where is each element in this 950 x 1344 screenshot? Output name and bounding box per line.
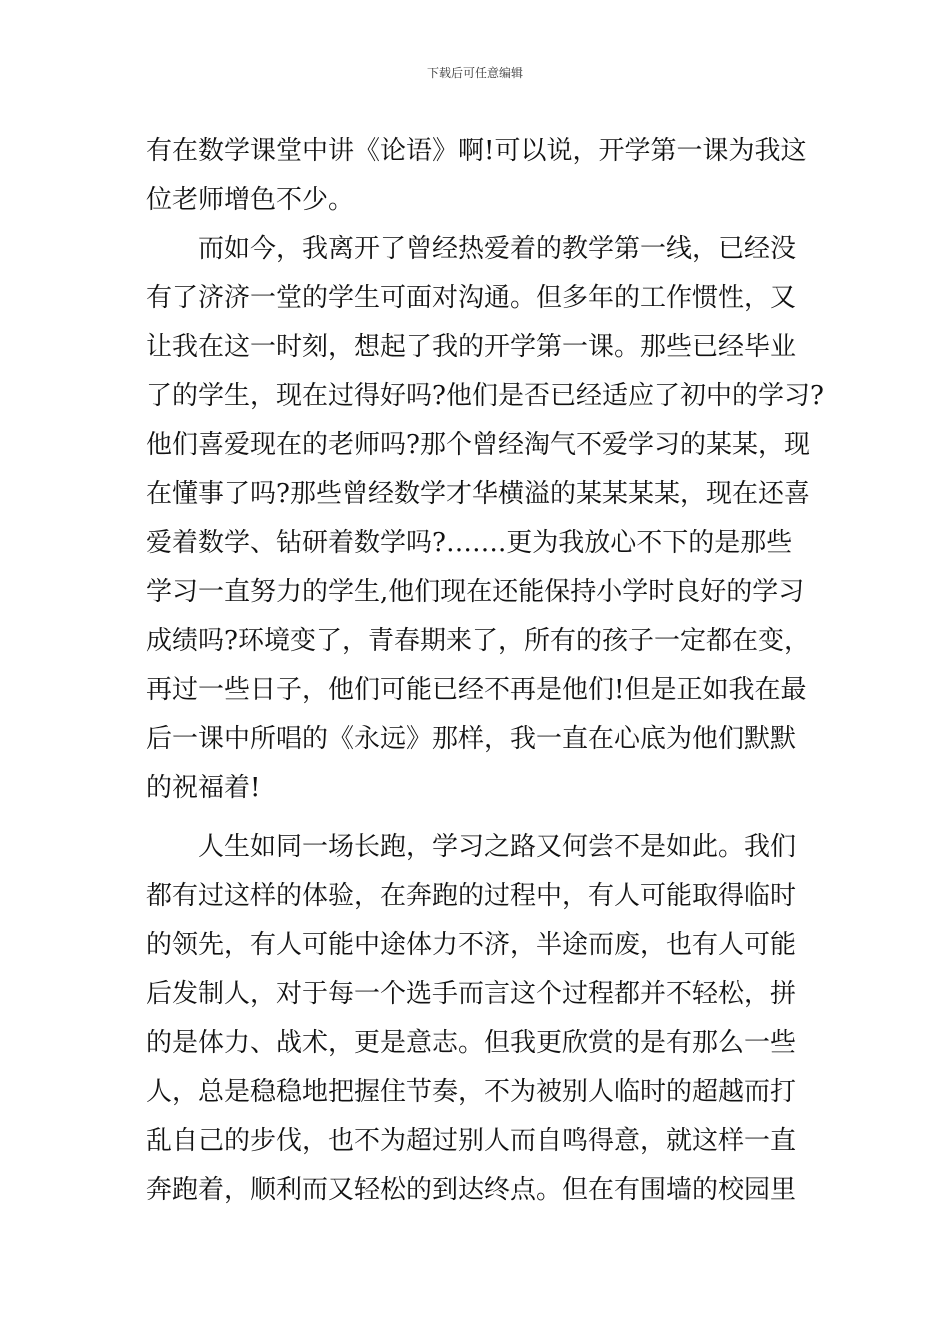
text-line: 让我在这一时刻，想起了我的开学第一课。那些已经毕业: [146, 332, 797, 362]
text-line: 的是体力、战术，更是意志。但我更欣赏的是有那么一些: [146, 1028, 797, 1058]
text-line: 有在数学课堂中讲《论语》啊!可以说，开学第一课为我这: [146, 136, 807, 166]
text-line: 他们喜爱现在的老师吗?那个曾经淘气不爱学习的某某，现: [146, 430, 810, 460]
text-line: 后一课中所唱的《永远》那样，我一直在心底为他们默默: [146, 724, 797, 754]
text-line: 的祝福着!: [146, 773, 261, 803]
text-line: 的领先，有人可能中途体力不济，半途而废，也有人可能: [146, 930, 797, 960]
page-header: 下载后可任意编辑: [426, 66, 523, 80]
paragraph-start-line: 人生如同一场长跑，学习之路又何尝不是如此。我们: [198, 832, 797, 862]
text-line: 有了济济一堂的学生可面对沟通。但多年的工作惯性，又: [146, 283, 797, 313]
paragraph-start-line: 而如今，我离开了曾经热爱着的教学第一线，已经没: [198, 234, 797, 264]
text-line: 了的学生，现在过得好吗?他们是否已经适应了初中的学习?: [146, 381, 824, 411]
text-line: 都有过这样的体验，在奔跑的过程中，有人可能取得临时: [146, 881, 797, 911]
text-line: 人，总是稳稳地把握住节奏，不为被别人临时的超越而打: [146, 1077, 797, 1107]
text-line: 在懂事了吗?那些曾经数学才华横溢的某某某某，现在还喜: [146, 479, 810, 509]
text-line: 位老师增色不少。: [146, 185, 355, 215]
text-line: 学习一直努力的学生,他们现在还能保持小学时良好的学习: [146, 577, 805, 607]
text-line: 再过一些日子，他们可能已经不再是他们!但是正如我在最: [146, 675, 807, 705]
text-line: 后发制人，对于每一个选手而言这个过程都并不轻松，拼: [146, 979, 797, 1009]
text-line: 爱着数学、钻研着数学吗?…….更为我放心不下的是那些: [146, 528, 793, 558]
text-line: 乱自己的步伐，也不为超过别人而自鸣得意，就这样一直: [146, 1126, 797, 1156]
text-line: 成绩吗?环境变了，青春期来了，所有的孩子一定都在变，: [146, 626, 810, 656]
text-line: 奔跑着，顺利而又轻松的到达终点。但在有围墙的校园里: [146, 1175, 797, 1205]
